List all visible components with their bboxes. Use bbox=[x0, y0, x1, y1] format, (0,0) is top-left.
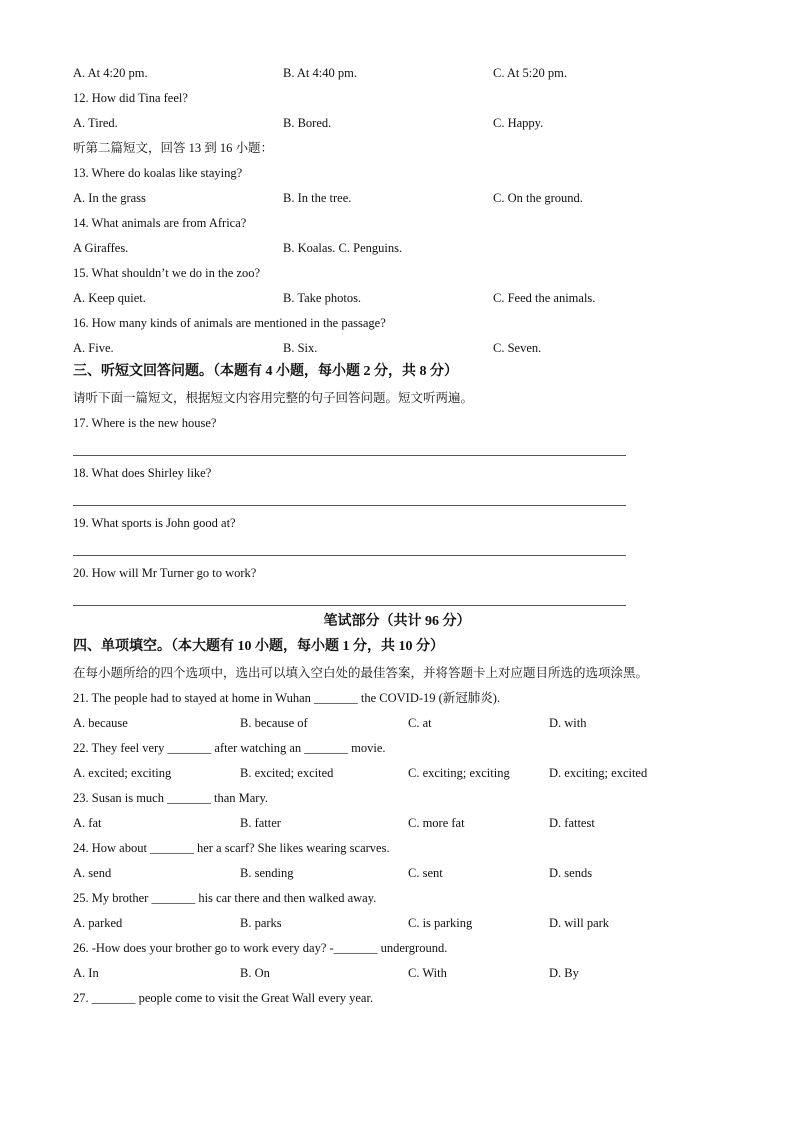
written-part-title: 笔试部分（共计 96 分） bbox=[323, 614, 471, 629]
section3-instruction: 请听下面一篇短文，根据短文内容用完整的句子回答问题。短文听两遍。 bbox=[73, 391, 474, 405]
q12-option-a: A. Tired. bbox=[73, 116, 118, 130]
q23-option-c: C. more fat bbox=[408, 816, 465, 830]
q23-option-b: B. fatter bbox=[240, 816, 281, 830]
q25-option-d: D. will park bbox=[549, 916, 610, 930]
section4-instruction: 在每小题所给的四个选项中，选出可以填入空白处的最佳答案，并将答题卡上对应题目所选的选项涂黑。 bbox=[73, 666, 649, 680]
q13-option-a: A. In the grass bbox=[73, 191, 146, 205]
q15-question: 15. What shouldn’t we do in the zoo? bbox=[73, 266, 261, 280]
q22-option-b: B. excited; excited bbox=[240, 766, 334, 780]
q24-option-b: B. sending bbox=[240, 866, 294, 880]
q25-option-a: A. parked bbox=[73, 916, 123, 930]
q21-option-c: C. at bbox=[408, 716, 432, 730]
q16-option-b: B. Six. bbox=[283, 341, 318, 355]
q25-option-b: B. parks bbox=[240, 916, 282, 930]
q12-option-c: C. Happy. bbox=[493, 116, 544, 130]
q27-question: 27. _______ people come to visit the Great Wall every year. bbox=[73, 991, 374, 1005]
q19-answer-line[interactable] bbox=[73, 555, 626, 556]
q23-option-d: D. fattest bbox=[549, 816, 595, 830]
q26-option-a: A. In bbox=[73, 966, 99, 980]
q24-question: 24. How about _______ her a scarf? She likes wearing scarves. bbox=[73, 841, 390, 855]
q12-question: 12. How did Tina feel? bbox=[73, 91, 188, 105]
q25-option-c: C. is parking bbox=[408, 916, 473, 930]
section3-title: 三、听短文回答问题。（本题有 4 小题，每小题 2 分，共 8 分） bbox=[73, 364, 458, 379]
q16-option-a: A. Five. bbox=[73, 341, 114, 355]
section4-title: 四、单项填空。（本大题有 10 小题，每小题 1 分，共 10 分） bbox=[73, 639, 444, 654]
q26-option-b: B. On bbox=[240, 966, 270, 980]
q20-answer-line[interactable] bbox=[73, 605, 626, 606]
q14-option-a: A Giraffes. bbox=[73, 241, 129, 255]
q13-option-c: C. On the ground. bbox=[493, 191, 583, 205]
q22-option-a: A. excited; exciting bbox=[73, 766, 172, 780]
q15-option-b: B. Take photos. bbox=[283, 291, 362, 305]
q13-option-b: B. In the tree. bbox=[283, 191, 352, 205]
q12-option-b: B. Bored. bbox=[283, 116, 332, 130]
q24-option-d: D. sends bbox=[549, 866, 593, 880]
q21-option-d: D. with bbox=[549, 716, 587, 730]
q21-option-b: B. because of bbox=[240, 716, 308, 730]
q26-option-d: D. By bbox=[549, 966, 579, 980]
q11-option-c: C. At 5:20 pm. bbox=[493, 66, 567, 80]
q15-option-c: C. Feed the animals. bbox=[493, 291, 596, 305]
passage2-instruction: 听第二篇短文，回答 13 到 16 小题： bbox=[73, 141, 274, 155]
q14-question: 14. What animals are from Africa? bbox=[73, 216, 247, 230]
q17-answer-line[interactable] bbox=[73, 455, 626, 456]
q16-question: 16. How many kinds of animals are mentioned in the passage? bbox=[73, 316, 386, 330]
q26-option-c: C. With bbox=[408, 966, 447, 980]
q11-option-b: B. At 4:40 pm. bbox=[283, 66, 357, 80]
q13-question: 13. Where do koalas like staying? bbox=[73, 166, 243, 180]
q15-option-a: A. Keep quiet. bbox=[73, 291, 146, 305]
q22-option-d: D. exciting; excited bbox=[549, 766, 648, 780]
q19-question: 19. What sports is John good at? bbox=[73, 516, 236, 530]
q17-question: 17. Where is the new house? bbox=[73, 416, 217, 430]
q23-question: 23. Susan is much _______ than Mary. bbox=[73, 791, 269, 805]
q26-question: 26. -How does your brother go to work every day? -_______ underground. bbox=[73, 941, 448, 955]
q18-answer-line[interactable] bbox=[73, 505, 626, 506]
q14-option-bc: B. Koalas. C. Penguins. bbox=[283, 241, 403, 255]
q11-option-a: A. At 4:20 pm. bbox=[73, 66, 148, 80]
q22-question: 22. They feel very _______ after watching an _______ movie. bbox=[73, 741, 386, 755]
q21-question: 21. The people had to stayed at home in Wuhan _______ the COVID-19 (新冠肺炎). bbox=[73, 691, 501, 705]
q20-question: 20. How will Mr Turner go to work? bbox=[73, 566, 257, 580]
q18-question: 18. What does Shirley like? bbox=[73, 466, 212, 480]
q24-option-a: A. send bbox=[73, 866, 112, 880]
q16-option-c: C. Seven. bbox=[493, 341, 542, 355]
q22-option-c: C. exciting; exciting bbox=[408, 766, 510, 780]
q21-option-a: A. because bbox=[73, 716, 128, 730]
q24-option-c: C. sent bbox=[408, 866, 443, 880]
q25-question: 25. My brother _______ his car there and then walked away. bbox=[73, 891, 377, 905]
q23-option-a: A. fat bbox=[73, 816, 102, 830]
